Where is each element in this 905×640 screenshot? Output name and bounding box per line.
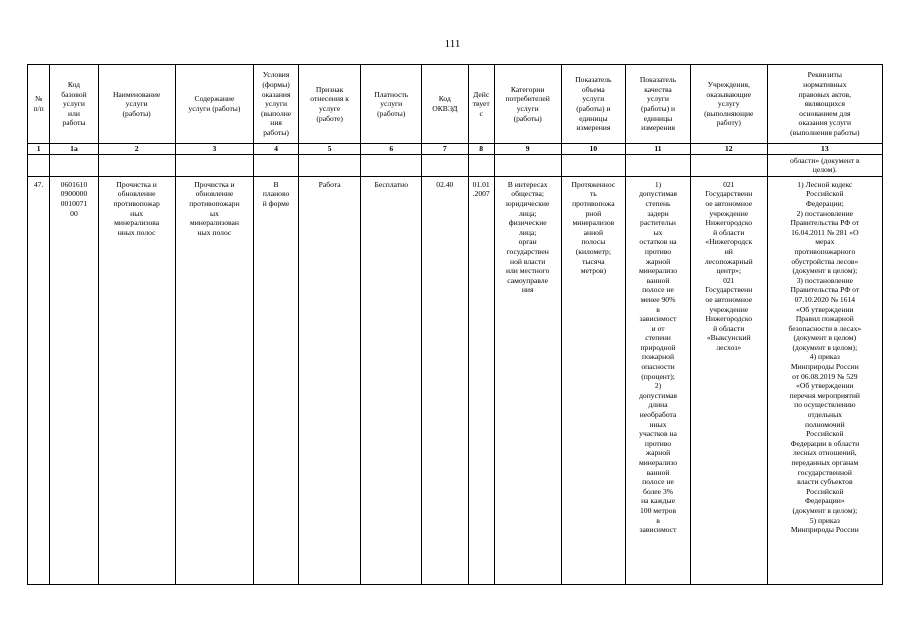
empty-cell <box>468 154 494 176</box>
row-number: 47. <box>28 176 50 584</box>
header-cell: Учреждения, оказывающие услугу (выполняющие работу) <box>690 65 767 144</box>
column-number: 7 <box>422 144 468 155</box>
legal-acts: 1) Лесной кодекс Российской Федерации; 2) постановление Правительства РФ от 16.04.2011 № 281 «О мерах противопожарного обустройства лесов» (документ в целом); 3) постановление Правительства РФ от 07.10.2020 № 1614 «Об утверждении Правил пожарной безопасности в лесах» (документ в целом) (документ в целом); 4) приказ Минприроды России от 06.08.2019 № 529 «Об утверждении перечня мероприятий по осуществлению отдельных полномочий Российской Федерации в области лесных отношений, переданных органам государственной власти субъектов Российской Федерации» (документ в целом); 5) приказ Минприроды России <box>767 176 882 584</box>
column-number: 11 <box>626 144 691 155</box>
header-cell: Категории потребителей услуги (работы) <box>494 65 561 144</box>
service-payment: Бесплатно <box>361 176 422 584</box>
column-number: 6 <box>361 144 422 155</box>
legal-acts-continuation: области» (документ в целом). <box>767 154 882 176</box>
effective-date: 01.01 .2007 <box>468 176 494 584</box>
continuation-row <box>28 154 883 176</box>
column-number: 8 <box>468 144 494 155</box>
empty-cell <box>690 154 767 176</box>
column-number: 13 <box>767 144 882 155</box>
empty-cell <box>298 154 361 176</box>
volume-indicator: Протяженнос ть противопожа рной минерализов анной полосы (километр; тысяча метров) <box>561 176 626 584</box>
column-number: 2 <box>98 144 175 155</box>
column-number: 1 <box>28 144 50 155</box>
consumer-categories: В интересах общества; юридические лица; физические лица; орган государствен ной власти или местного самоуправле ния <box>494 176 561 584</box>
header-cell: Условия (формы) оказания услуги (выполне ния работы) <box>254 65 298 144</box>
page-number: 111 <box>444 38 461 50</box>
header-cell: Наименование услуги (работы) <box>98 65 175 144</box>
service-name: Прочистка и обновление противопожар ных минерализова нных полос <box>98 176 175 584</box>
column-number-row <box>28 144 883 155</box>
service-conditions: В планово й форме <box>254 176 298 584</box>
column-number: 1а <box>50 144 99 155</box>
empty-cell <box>561 154 626 176</box>
empty-cell <box>175 154 254 176</box>
header-cell: Показатель объема услуги (работы) и единицы измерения <box>561 65 626 144</box>
quality-indicator: 1) допустимая степень задерн растительн ых остатков на противо жарной минерализо ванной полосе не менее 90% в зависимост и от степени природной пожарной опасности (процент); 2) допустимая длина необработа нных участков на противо жарной минерализо ванной полосе не более 3% на каждые 100 метров в зависимост <box>626 176 691 584</box>
empty-cell <box>422 154 468 176</box>
table-row <box>28 176 883 584</box>
header-cell: Показатель качества услуги (работы) и единицы измерения <box>626 65 691 144</box>
service-code: 0601610 0900000 0010071 00 <box>50 176 99 584</box>
header-cell: Признак отнесения к услуге (работе) <box>298 65 361 144</box>
header-cell: Реквизиты нормативных правовых актов, являющихся основанием для оказания услуги (выполнения работы) <box>767 65 882 144</box>
header-cell: Код ОКВЭД <box>422 65 468 144</box>
service-content: Прочистка и обновление противопожарн ых минерализован ных полос <box>175 176 254 584</box>
empty-cell <box>626 154 691 176</box>
column-number: 12 <box>690 144 767 155</box>
header-row <box>28 65 883 144</box>
providing-institutions: 021 Государственн ое автономное учреждение Нижегородско й области «Нижегородск ий лесопожарный центр»; 021 Государственн ое автономное учреждение Нижегородско й области «Выксунский лесхоз» <box>690 176 767 584</box>
column-number: 4 <box>254 144 298 155</box>
services-table <box>27 64 883 585</box>
empty-cell <box>98 154 175 176</box>
column-number: 10 <box>561 144 626 155</box>
header-cell: Код базовой услуги или работы <box>50 65 99 144</box>
header-cell: Платность услуги (работы) <box>361 65 422 144</box>
column-number: 5 <box>298 144 361 155</box>
empty-cell <box>28 154 50 176</box>
header-cell: Содержание услуги (работы) <box>175 65 254 144</box>
header-cell: Дейс твует с <box>468 65 494 144</box>
header-cell: № п/п <box>28 65 50 144</box>
empty-cell <box>50 154 99 176</box>
service-type: Работа <box>298 176 361 584</box>
empty-cell <box>361 154 422 176</box>
empty-cell <box>494 154 561 176</box>
column-number: 3 <box>175 144 254 155</box>
okved-code: 02.40 <box>422 176 468 584</box>
empty-cell <box>254 154 298 176</box>
column-number: 9 <box>494 144 561 155</box>
